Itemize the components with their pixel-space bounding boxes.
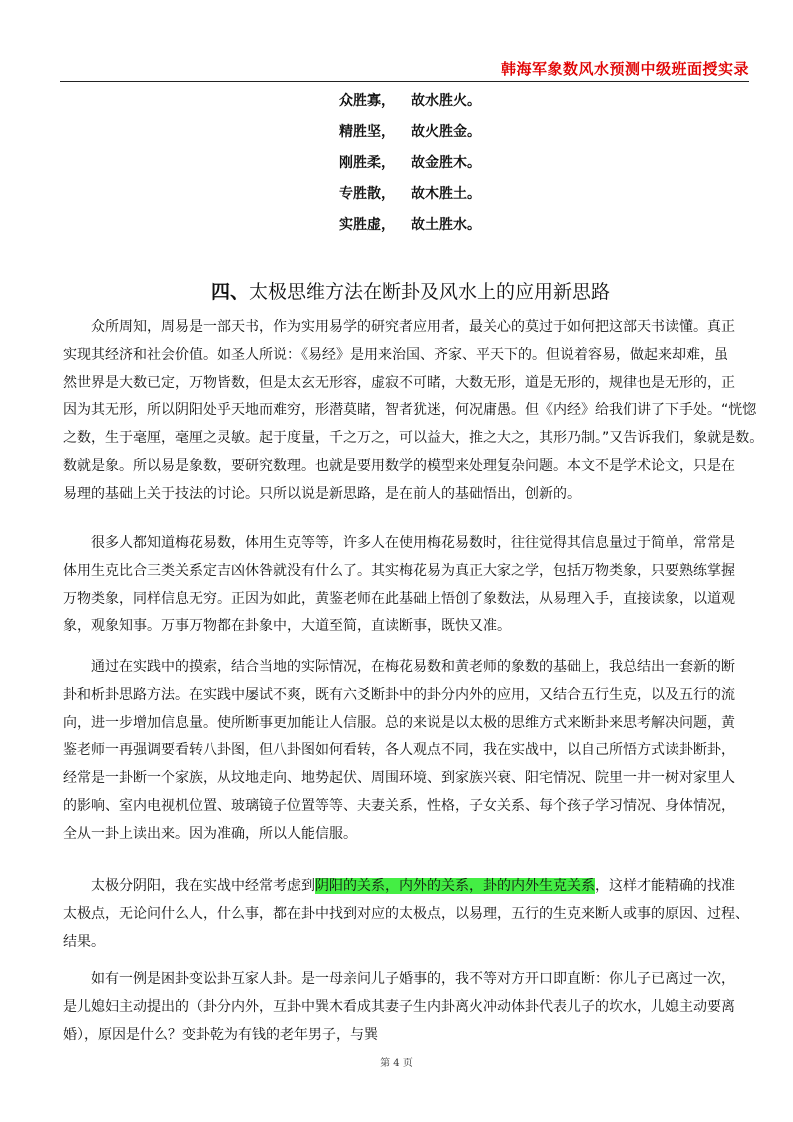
paragraph <box>63 314 764 509</box>
paragraph <box>63 530 743 641</box>
text-line: 万物类象，同样信息无穷。正因为如此，黄鉴老师在此基础上悟创了象数法，从易理入手，直接读象，以道观 <box>63 590 735 607</box>
text-line: 象，观象知事。万事万物都在卦象中，大道至简，直读断事，既快又准。 <box>63 618 511 635</box>
verse-line: 精胜坚， 故火胜金。 <box>339 124 481 140</box>
text-line: 婚），原因是什么？变卦乾为有钱的老年男子，与巽 <box>63 1026 378 1043</box>
header-rule <box>60 81 749 82</box>
text-line: 实现其经济和社会价值。如圣人所说：《易经》是用来治国、齐家、平天下的。但说着容易，做起来却难，虽 <box>63 346 728 363</box>
text-line: 数就是象。所以易是象数，要研究数理。也就是要用数学的模型来处理复杂问题。本文不是学术论文，只是在 <box>63 457 735 474</box>
text-line: 全从一卦上读出来。因为准确，所以人能信服。 <box>63 825 357 842</box>
verse-line: 实胜虚， 故土胜水。 <box>339 217 481 233</box>
text-line: 很多人都知道梅花易数，体用生克等等，许多人在使用梅花易数时，往往觉得其信息量过于简单，常常是 <box>91 535 735 551</box>
highlighted-text: 阴阳的关系，内外的关系，卦的内外生克关系 <box>315 878 595 894</box>
text-line: 易理的基础上关于技法的讨论。只所以说是新思路，是在前人的基础悟出，创新的。 <box>63 485 581 502</box>
paragraph <box>63 654 743 849</box>
verse-line: 刚胜柔， 故金胜木。 <box>339 155 481 171</box>
text-line: 的影响、室内电视机位置、玻璃镜子位置等等、夫妻关系，性格，子女关系、每个孩子学习情况、身体情况， <box>63 797 735 814</box>
text-line: 然世界是大数已定，万物皆数，但是太玄无形容，虚寂不可睹，大数无形，道是无形的，规律也是无形的，正 <box>63 374 735 391</box>
text-line: 如有一例是困卦变讼卦互家人卦。是一母亲问儿子婚事的，我不等对方开口即直断：你儿子已离过一次， <box>91 971 735 987</box>
text-line: 向，进一步增加信息量。使所断事更加能让人信服。总的来说是以太极的思维方式来断卦来思考解决问题，黄 <box>63 714 735 731</box>
text-line: 通过在实践中的摸索，结合当地的实际情况，在梅花易数和黄老师的象数的基础上，我总结出一套新的断 <box>91 659 735 675</box>
text-line: 众所周知，周易是一部天书，作为实用易学的研究者应用者，最关心的莫过于如何把这部天书读懂。真正 <box>91 319 735 335</box>
text-line: 鉴老师一再强调要看转八卦图，但八卦图如何看转，各人观点不同，我在实战中，以自己所悟方式读卦断卦， <box>63 742 735 759</box>
section-number: 四、 <box>211 281 250 303</box>
verse-line: 专胜散， 故木胜土。 <box>339 186 481 202</box>
text-line: 结果。 <box>63 933 105 950</box>
page-header-title: 韩海军象数风水预测中级班面授实录 <box>500 60 749 78</box>
verse-line: 众胜寡， 故水胜火。 <box>339 93 481 109</box>
text-line: 体用生克比合三类关系定吉凶休咎就没有什么了。其实梅花易为真正大家之学，包括万物类象，只要熟练掌握 <box>63 562 735 579</box>
paragraph <box>63 966 743 1049</box>
text-line: 之数，生于毫厘，毫厘之灵敏。起于度量，千之万之，可以益大，推之大之，其形乃制。”又告诉我们，象就是数。 <box>63 430 764 447</box>
paragraph <box>63 873 749 956</box>
text-line: 经常是一卦断一个家族，从坟地走向、地势起伏、周围环境、到家族兴衰、阳宅情况、院里一井一树对家里人 <box>63 770 735 787</box>
section-heading <box>211 277 610 304</box>
page-number: 第 4 页 <box>380 1058 413 1069</box>
text-line: 太极分阴阳，我在实战中经常考虑到阴阳的关系，内外的关系，卦的内外生克关系，这样才能精确的找准 <box>91 878 735 894</box>
text-line: 卦和析卦思路方法。在实践中屡试不爽，既有六爻断卦中的卦分内外的应用，又结合五行生克，以及五行的流 <box>63 686 735 703</box>
text-line: 因为其无形，所以阴阳处乎天地而难穷，形潜莫睹，智者犹迷，何况庸愚。但《内经》给我们讲了下手处。“恍惚 <box>63 402 757 419</box>
text-line: 太极点，无论问什么人，什么事，都在卦中找到对应的太极点，以易理，五行的生克来断人或事的原因、过程、 <box>63 905 749 922</box>
text-line: 是儿媳妇主动提出的（卦分内外，互卦中巽木看成其妻子生内卦离火冲动体卦代表儿子的坎水，儿媳主动要离 <box>63 998 735 1015</box>
section-title: 太极思维方法在断卦及风水上的应用新思路 <box>249 281 611 303</box>
